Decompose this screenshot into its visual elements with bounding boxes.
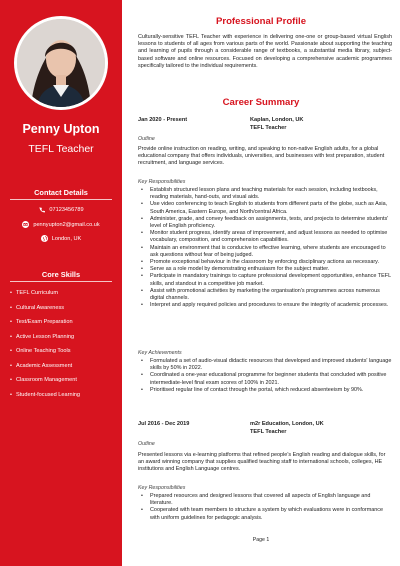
profile-photo-frame — [14, 16, 108, 110]
list-item: • Coordinated a one-year educational programme for beginner students that concluded with positive intermediate-level final exam scores of 100% in 2021. — [138, 372, 392, 386]
main-content — [130, 0, 392, 566]
skill-item: • Academic Assessment — [10, 361, 80, 376]
skills-heading: Core Skills — [41, 270, 81, 279]
profile-text: Culturally-sensitive TEFL Teacher with experience in delivering one-one or group-based virtual English lessons to students of all ages from various parts of the world. Passionate about supporting the teaching and learning of pupils through a considerable range of textbooks, a substantial media library, subject-based software and online resources. Focused on developing a comprehensive academic programmes specifically tailored to the individual requirements. — [138, 34, 392, 69]
list-item: • Interpret and apply required policies and procedures to ensure the integrity of academic processes. — [138, 302, 392, 309]
job-company: Kaplan, London, UK — [250, 117, 304, 123]
list-item: • Establish structured lesson plans and teaching materials for each session, including textbooks, reading materials, hand-outs, and visual aids. — [138, 187, 392, 201]
list-item: • Serve as a role model by demonstrating enthusiasm for the subject matter. — [138, 266, 392, 273]
career-heading: Career Summary — [222, 97, 300, 108]
skill-item: • Student-focused Learning — [10, 390, 80, 405]
responsibilities-label: Key Responsibilities — [138, 179, 186, 185]
job-title: TEFL Teacher — [250, 125, 287, 131]
page-number: Page 1 — [252, 537, 270, 543]
skills-list — [10, 288, 80, 404]
contact-phone — [0, 206, 122, 213]
responsibilities-list — [138, 187, 392, 309]
job-header — [138, 421, 392, 437]
list-item: • Monitor student progress, identify areas of improvement, and adjust lessons as needed to optimise vocabulary, composition, and comprehension capabilities. — [138, 230, 392, 244]
skill-item: • Online Teaching Tools — [10, 346, 80, 361]
list-item: • Promote exceptional behaviour in the classroom by enforcing disciplinary actions as necessary. — [138, 259, 392, 266]
list-item: • Use video conferencing to teach English to students from different parts of the globe, such as Asia, South America, Eastern Europe, and North/central Africa. — [138, 201, 392, 215]
skill-item: • Cultural Awareness — [10, 303, 80, 318]
skill-item: • Test/Exam Preparation — [10, 317, 80, 332]
achievements-list — [138, 358, 392, 394]
list-item: • Administer, grade, and convey feedback on assignments, tests, and projects to determine students' level of English proficiency. — [138, 216, 392, 230]
skills-divider — [10, 281, 112, 282]
list-item: • Prioritised regular line of contact through the portal, which reduced absenteeism by 90%. — [138, 387, 392, 394]
skill-item: • TEFL Curriculum — [10, 288, 80, 303]
job-header — [138, 117, 392, 133]
sidebar — [0, 0, 122, 566]
responsibilities-label: Key Responsibilities — [138, 485, 186, 491]
globe-icon — [41, 235, 48, 242]
skill-item: • Classroom Management — [10, 375, 80, 390]
email-icon — [22, 221, 29, 228]
list-item: • Prepared resources and designed lessons that covered all aspects of English language and literature. — [138, 493, 392, 507]
job-outline: Provide online instruction on reading, writing, and speaking to non-native English adults, for a global educational company that offers individuals, universities, and businesses with test preparation, student recruitment, and language services. — [138, 146, 385, 167]
list-item: • Formulated a set of audio-visual didactic resources that developed and improved students' language skills by 50% in 2022. — [138, 358, 392, 372]
contact-divider — [10, 199, 112, 200]
job-dates: Jan 2020 - Present — [138, 117, 188, 123]
email-text: pennyupton2@gmail.co.uk — [33, 221, 100, 228]
phone-icon — [38, 206, 45, 213]
achievements-label: Key Achievements — [138, 350, 182, 356]
list-item: • Participate in mandatory trainings to capture professional development opportunities, enhance TEFL skills, and standout in a competitive job market. — [138, 273, 392, 287]
job-outline: Presented lessons via e-learning platforms that refined people's English reading and dialogue skills, for an award winning company that supplies qualified teaching staff to international schools, colleges, HE institutions and English Language centres. — [138, 452, 386, 473]
phone-text: 07123456789 — [49, 206, 84, 213]
job-dates: Jul 2016 - Dec 2019 — [138, 421, 190, 427]
person-name: Penny Upton — [22, 122, 100, 136]
outline-label: Outline — [138, 441, 155, 447]
job-company: m2r Education, London, UK — [250, 421, 324, 427]
outline-label: Outline — [138, 136, 155, 142]
list-item: • Maintain an environment that is conducive to effective learning, where students are encouraged to ask questions without fear of being judged. — [138, 245, 392, 259]
list-item: • Assist with promotional activities by marketing the organisation's programmes across numerous digital channels. — [138, 288, 392, 302]
contact-heading: Contact Details — [34, 188, 88, 197]
person-title: TEFL Teacher — [28, 143, 94, 155]
profile-heading: Professional Profile — [215, 16, 307, 27]
contact-location — [0, 235, 122, 242]
list-item: • Cooperated with team members to structure a system by which evaluations were in conformance with uniform guidelines for pedagogic analysis. — [138, 507, 392, 521]
contact-email — [0, 221, 122, 228]
skill-item: • Active Lesson Planning — [10, 332, 80, 347]
profile-photo — [17, 19, 105, 107]
job-title: TEFL Teacher — [250, 429, 287, 435]
location-text: London, UK — [51, 235, 82, 242]
responsibilities-list — [138, 493, 392, 522]
